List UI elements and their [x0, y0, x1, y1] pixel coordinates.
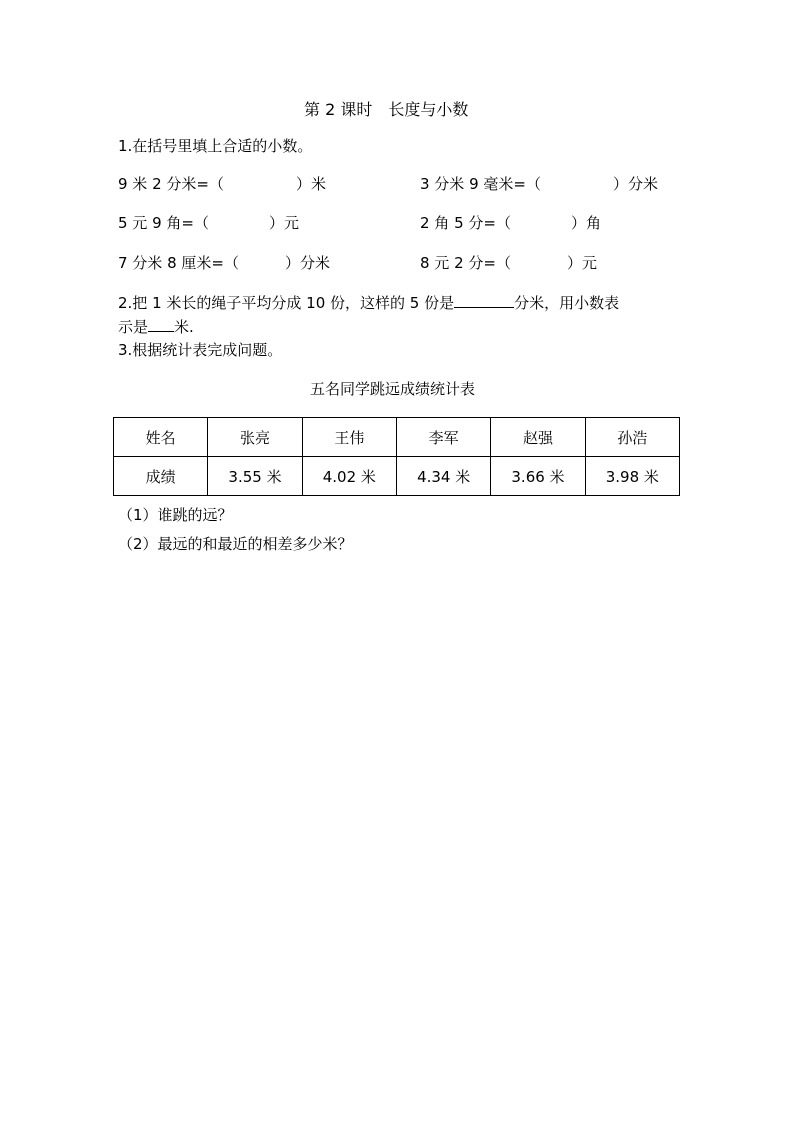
question-2-text-a: 2.把 1 米长的绳子平均分成 10 份，这样的 5 份是 [118, 294, 455, 312]
fill-item-1-suffix: ）米 [295, 175, 326, 193]
table-cell-name-5: 孙浩 [585, 418, 679, 457]
sub-question-2: （2）最远的和最近的相差多少米？ [118, 535, 353, 553]
fill-item-3-suffix: ）元 [268, 214, 299, 232]
table-cell-name-4: 赵强 [491, 418, 585, 457]
table-cell-name-2: 王伟 [302, 418, 396, 457]
table-cell-score-1: 3.55 米 [208, 457, 302, 496]
fill-item-4 [420, 213, 601, 233]
question-2-line-1 [118, 293, 619, 313]
fill-item-1-prefix: 9 米 2 分米=（ [118, 175, 224, 193]
fill-item-6-suffix: ）元 [566, 254, 597, 272]
question-2-text-c: 示是 [118, 318, 149, 336]
table-cell-score-4: 3.66 米 [491, 457, 585, 496]
fill-item-2 [420, 174, 658, 194]
fill-item-3-prefix: 5 元 9 角=（ [118, 214, 209, 232]
table-cell-name-label: 姓名 [114, 418, 208, 457]
table-title: 五名同学跳远成绩统计表 [310, 380, 476, 398]
table-cell-score-2: 4.02 米 [302, 457, 396, 496]
table-header-row [114, 418, 680, 457]
answer-blank-meters[interactable] [148, 317, 174, 332]
page-title: 第 2 课时 长度与小数 [304, 100, 469, 119]
question-1-heading: 1.在括号里填上合适的小数。 [118, 137, 313, 155]
fill-item-2-suffix: ）分米 [612, 175, 658, 193]
table-cell-score-5: 3.98 米 [585, 457, 679, 496]
fill-item-1 [118, 174, 326, 194]
fill-item-5-suffix: ）分米 [284, 254, 330, 272]
score-table [113, 417, 680, 496]
question-2-text-d: 米. [174, 318, 194, 336]
fill-item-6-prefix: 8 元 2 分=（ [420, 254, 511, 272]
question-2-text-b: 分米，用小数表 [514, 294, 620, 312]
fill-item-5 [118, 253, 330, 273]
fill-item-3 [118, 213, 299, 233]
fill-item-2-prefix: 3 分米 9 毫米=（ [420, 175, 541, 193]
table-cell-score-label: 成绩 [114, 457, 208, 496]
table-row [114, 457, 680, 496]
answer-blank-decimeters[interactable] [454, 293, 514, 308]
question-3-heading: 3.根据统计表完成问题。 [118, 341, 283, 359]
table-cell-score-3: 4.34 米 [396, 457, 490, 496]
fill-item-4-suffix: ）角 [570, 214, 601, 232]
table-cell-name-3: 李军 [396, 418, 490, 457]
sub-question-1: （1）谁跳的远？ [118, 506, 233, 524]
fill-item-5-prefix: 7 分米 8 厘米=（ [118, 254, 239, 272]
fill-item-4-prefix: 2 角 5 分=（ [420, 214, 511, 232]
table-cell-name-1: 张亮 [208, 418, 302, 457]
fill-item-6 [420, 253, 597, 273]
question-2-line-2 [118, 317, 194, 337]
